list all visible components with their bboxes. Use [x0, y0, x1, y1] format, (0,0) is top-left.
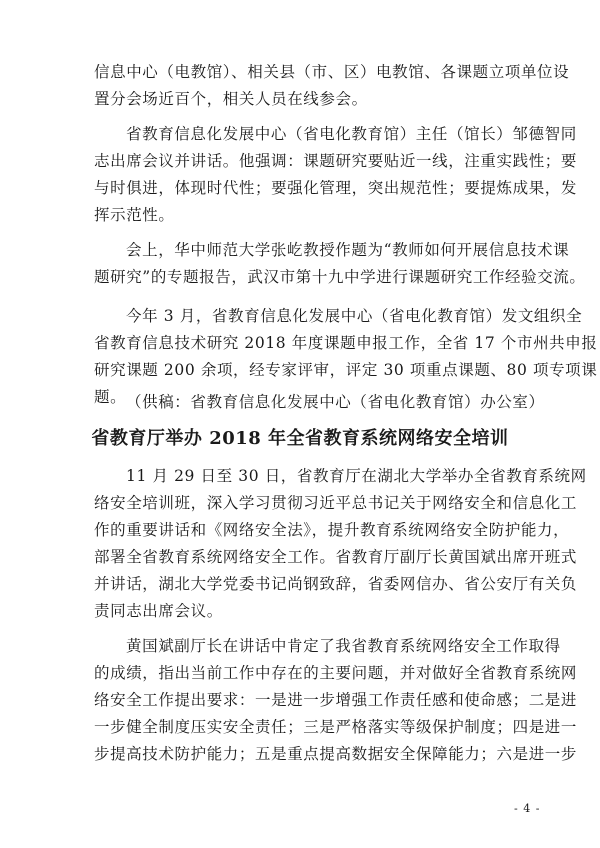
paragraph-line: 与时俱进，体现时代性；要强化管理，突出规范性；要提炼成果，发 — [94, 179, 578, 197]
paragraph-line: 并讲话，湖北大学党委书记尚钢致辞，省委网信办、省公安厅有关负 — [94, 575, 578, 593]
paragraph-line: 责同志出席会议。 — [94, 602, 223, 620]
paragraph-line: 信息中心（电教馆）、相关县（市、区）电教馆、各课题立项单位设 — [94, 63, 570, 81]
paragraph-line: 步提高技术防护能力；五是重点提高数据安全保障能力；六是进一步 — [94, 745, 578, 763]
page-number: - 4 - — [514, 802, 541, 815]
paragraph-line: 会上，华中师范大学张屹教授作题为“教师如何开展信息技术课 — [126, 241, 570, 259]
section-heading: 省教育厅举办 2018 年全省教育系统网络安全培训 — [91, 428, 509, 449]
paragraph-line: 部署全省教育系统网络安全工作。省教育厅副厅长黄国斌出席开班式 — [94, 548, 578, 566]
paragraph-line: 络安全培训班，深入学习贯彻习近平总书记关于网络安全和信息化工 — [94, 494, 578, 512]
paragraph-line: 置分会场近百个，相关人员在线参会。 — [94, 90, 368, 108]
paragraph-line: 作的重要讲话和《网络安全法》，提升教育系统网络安全防护能力， — [94, 521, 570, 539]
paragraph-line: 11 月 29 日至 30 日，省教育厅在湖北大学举办全省教育系统网 — [126, 467, 587, 485]
paragraph-line: 络安全工作提出要求：一是进一步增强工作责任感和使命感；二是进 — [94, 691, 578, 709]
paragraph-line: 的成绩，指出当前工作中存在的主要问题，并对做好全省教育系统网 — [94, 664, 578, 682]
paragraph-line: 省教育信息技术研究 2018 年度课题申报工作，全省 17 个市州共申报 — [94, 334, 598, 352]
paragraph-line: 今年 3 月，省教育信息化发展中心（省电化教育馆）发文组织全 — [126, 307, 583, 325]
paragraph-line: 志出席会议并讲话。他强调：课题研究要贴近一线，注重实践性；要 — [94, 152, 578, 170]
paragraph-line: 挥示范性。 — [94, 206, 175, 224]
paragraph-line: 一步健全制度压实安全责任；三是严格落实等级保护制度；四是进一 — [94, 718, 578, 736]
paragraph-line: 省教育信息化发展中心（省电化教育馆）主任（馆长）邹德智同 — [126, 125, 577, 143]
paragraph-line: 黄国斌副厅长在讲话中肯定了我省教育系统网络安全工作取得 — [126, 637, 561, 655]
source-credit: （供稿：省教育信息化发展中心（省电化教育馆）办公室） — [126, 393, 545, 411]
paragraph-line: 研究课题 200 余项，经专家评审，评定 30 项重点课题、80 项专项课 — [94, 361, 598, 379]
paragraph-line: 题研究”的专题报告，武汉市第十九中学进行课题研究工作经验交流。 — [94, 268, 586, 286]
paragraph-line: 题。 — [94, 388, 127, 406]
